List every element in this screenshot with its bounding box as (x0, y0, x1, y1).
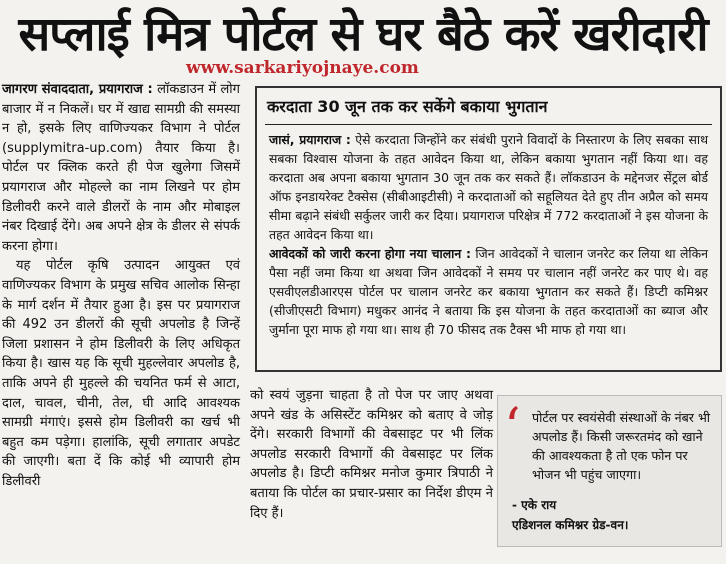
side-story-title: करदाता 30 जून तक कर सकेंगे बकाया भुगतान (267, 97, 548, 116)
side-story-subhead: आवेदकों को जारी करना होगा नया चालान : (269, 246, 471, 261)
main-story-para-1-text: लॉकडाउन में लोग बाजार में न निकलें। घर में खाद्य सामग्री की समस्या न हो, इसके लिए वाणिज्यकर विभाग ने पोर्टल (supplymitra-up.com) तैयार किया है। पोर्टल पर क्लिक करते ही पेज खुलेगा जिसमें प्रयागराज और मोहल्ले का नाम लिखने पर होम डिलीवरी करने वाले डीलरों के नाम और मोबाइल नंबर दिखाई देंगे। अब अपने क्षेत्र के डीलर से संपर्क करना होगा। (2, 82, 240, 254)
page-title: सप्लाई मित्र पोर्टल से घर बैठे करें खरीदारी (18, 7, 708, 62)
main-story-byline: जागरण संवाददाता, प्रयागराज : (2, 82, 153, 97)
main-story-para-1 (2, 80, 240, 256)
main-story-continuation: को स्वयं जुड़ना चाहता है तो पेज पर जाए अथवा अपने खंड के असिस्टेंट कमिश्नर को बताए वे जोड़ देंगे। सरकारी विभागों की वेबसाइट पर भी लिंक अपलोड सरकारी विभागों की वेबसाइट पर लिंक अपलोड है। डिप्टी कमिश्नर मनोज कुमार त्रिपाठी ने बताया कि पोर्टल का प्रचार-प्रसार का निर्देश डीएम ने दिए हैं। (250, 388, 493, 521)
watermark-url: www.sarkariyojnaye.com (186, 58, 419, 78)
side-story-para-1 (269, 130, 708, 244)
main-story-para-2: यह पोर्टल कृषि उत्पादन आयुक्त एवं वाणिज्यकर विभाग के प्रमुख सचिव आलोक सिन्हा के मार्ग दर्शन में तैयार हुआ है। इस पर प्रयागराज की 492 उन डीलरों की सूची अपलोड है जिन्हें जिला प्रशासन ने होम डिलीवरी के लिए अधिकृत किया है। खास यह कि सूची मुहल्लेवार अपलोड है, ताकि अपने ही मुहल्ले की चयनित फर्म से आटा, दाल, चावल, चीनी, तेल, घी आदि आवश्यक सामग्री मंगाएं। इससे होम डिलीवरी का खर्च भी बहुत कम पड़ेगा। हालांकि, सूची लगातार अपडेट की जाएगी। बता दें कि कोई भी व्यापारी होम डिलीवरी (2, 258, 240, 489)
main-story-column-1 (2, 80, 240, 491)
side-story-body (269, 130, 708, 339)
side-story-box (255, 86, 722, 372)
quote-box (497, 395, 722, 547)
quote-mark-icon: ‘ (504, 398, 521, 458)
side-story-para-2 (269, 244, 708, 339)
quote-author-title: एडिशनल कमिश्नर ग्रेड-वन। (512, 518, 629, 532)
side-story-byline: जासं, प्रयागराज : (269, 132, 351, 147)
side-story-divider (265, 124, 712, 125)
main-story-column-2 (250, 386, 493, 523)
side-story-para-1-text: ऐसे करदाता जिन्होंने कर संबंधी पुराने विवादों के निस्तारण के लिए सबका साथ सबका विश्वास योजना के तहत आवेदन किया था, लेकिन बकाया भुगतान नहीं किया था। वह करदाता अब अपना बकाया भुगतान 30 जून तक कर सकते हैं। लॉकडाउन के मद्देनजर सेंट्रल बोर्ड ऑफ इनडायरेक्ट टैक्सेस (सीबीआइटीसी) ने करदाताओं को सहूलियत देते हुए तीन अप्रैल को समय सीमा बढ़ाने संबंधी सर्कुलर जारी कर दिया। प्रयागराज परिक्षेत्र में 772 करदाताओं ने इस योजना के तहत आवेदन किया था। (269, 132, 708, 242)
quote-text: पोर्टल पर स्वयंसेवी संस्थाओं के नंबर भी अपलोड हैं। किसी जरूरतमंद को खाने की आवश्यकता है तो एक फोन पर भोजन भी पहुंच जाएगा। (532, 410, 711, 482)
quote-author: - एके राय (512, 498, 557, 512)
side-story-para-2-text: जिन आवेदकों ने चालान जनरेट कर लिया था लेकिन पैसा नहीं जमा किया था अथवा जिन आवेदकों ने समय पर चालान नहीं जनरेट कर पाए थे। वह एसवीएलडीआरएस पोर्टल पर चालान जनरेट कर बकाया भुगतान कर सकते हैं। डिप्टी कमिश्नर (सीजीएसटी विभाग) मधुकर आनंद ने बताया कि इस योजना के तहत करदाताओं का ब्याज और जुर्माना पूरा माफ हो गया था। साथ ही 70 फीसद तक टैक्स भी माफ हो गया था। (269, 246, 708, 337)
